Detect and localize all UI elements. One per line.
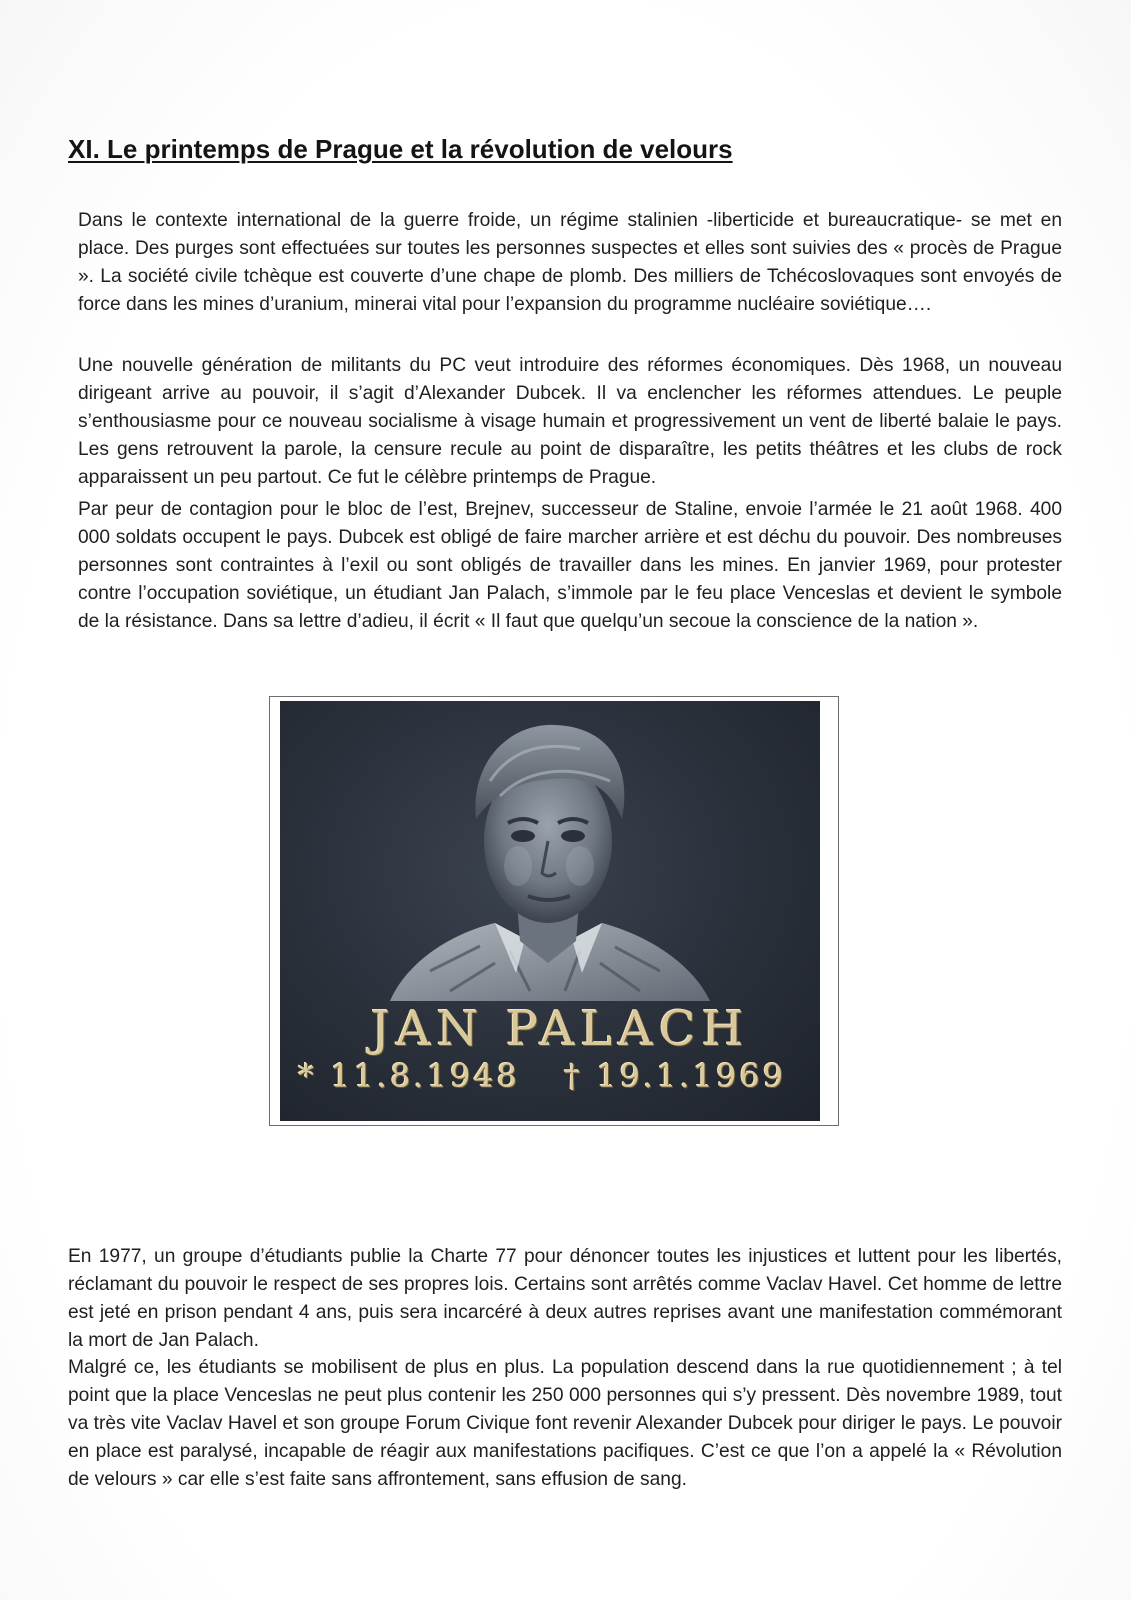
memorial-plaque	[280, 701, 820, 1121]
paragraph-prague-spring: Une nouvelle génération de militants du PC veut introduire des réformes économiques. Dès 1968, un nouveau dirigeant arrive au pouvoir, il s’agit d’Alexander Dubcek. Il va enclencher les réformes attendues. Le peuple s’enthousiasme pour ce nouveau socialisme à visage humain et progressivement un vent de liberté balaie le pays. Les gens retrouvent la parole, la censure recule au point de disparaître, les petits théâtres et les clubs de rock apparaissent un peu partout. Ce fut le célèbre printemps de Prague.	[78, 355, 1062, 488]
portrait-relief-image	[280, 701, 820, 1001]
section-heading: XI. Le printemps de Prague et la révolution de velours	[68, 134, 733, 164]
paragraph-soviet-invasion: Par peur de contagion pour le bloc de l’est, Brejnev, successeur de Staline, envoie l’armée le 21 août 1968. 400 000 soldats occupent le pays. Dubcek est obligé de faire marcher arrière et est déchu du pouvoir. Des nombreuses personnes sont contraintes à l’exil ou sont obligés de travailler dans les mines. En janvier 1969, pour protester contre l’occupation soviétique, un étudiant Jan Palach, s’immole par le feu place Venceslas et devient le symbole de la résistance. Dans sa lettre d’adieu, il écrit « Il faut que quelqu’un secoue la conscience de la nation ».	[78, 499, 1062, 632]
plaque-death-date: † 19.1.1969	[564, 1057, 787, 1095]
plaque-birth-date: * 11.8.1948	[298, 1057, 521, 1095]
paragraph-velvet-revolution: Malgré ce, les étudiants se mobilisent de plus en plus. La population descend dans la rue quotidiennement ; à tel point que la place Venceslas ne peut plus contenir les 250 000 personnes qui s’y pressent. Dès novembre 1989, tout va très vite Vaclav Havel et son groupe Forum Civique font revenir Alexander Dubcek pour diriger le pays. Le pouvoir en place est paralysé, incapable de réagir aux manifestations pacifiques. C’est ce que l’on a appelé la « Révolution de velours » car elle s’est faite sans affrontement, sans effusion de sang.	[68, 1357, 1062, 1490]
memorial-photo	[269, 696, 839, 1126]
plaque-name: JAN PALACH	[370, 1001, 750, 1057]
paragraph-charter-77: En 1977, un groupe d’étudiants publie la Charte 77 pour dénoncer toutes les injustices et luttent pour les libertés, réclamant du pouvoir le respect de ses propres lois. Certains sont arrêtés comme Vaclav Havel. Cet homme de lettre est jeté en prison pendant 4 ans, puis sera incarcéré à deux autres reprises avant une manifestation commémorant la mort de Jan Palach.	[68, 1246, 1062, 1351]
plaque-dates	[298, 1057, 818, 1095]
paragraph-cold-war-context: Dans le contexte international de la guerre froide, un régime stalinien -liberticide et bureaucratique- se met en place. Des purges sont effectuées sur toutes les personnes suspectes et elles sont suivies des « procès de Prague ». La société civile tchèque est couverte d’une chape de plomb. Des milliers de Tchécoslovaques sont envoyés de force dans les mines d’uranium, minerai vital pour l’expansion du programme nucléaire soviétique….	[78, 210, 1062, 315]
